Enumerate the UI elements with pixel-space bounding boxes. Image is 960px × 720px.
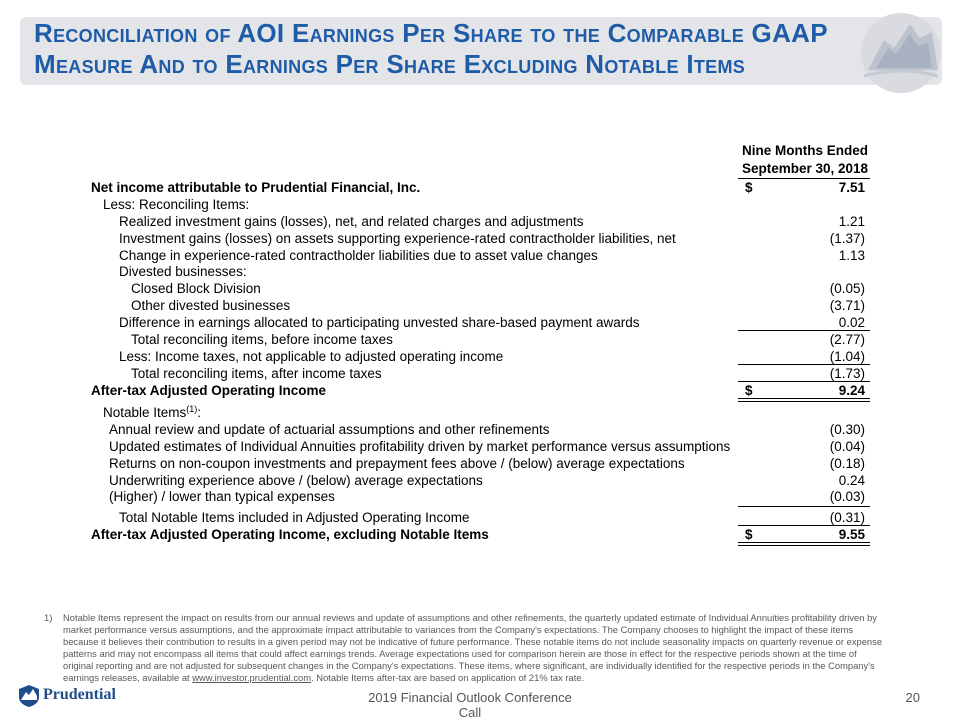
table-row <box>0 526 960 543</box>
currency-symbol: $ <box>745 527 753 542</box>
page-number: 20 <box>905 690 920 705</box>
notable-items-heading: Notable Items <box>103 405 187 420</box>
total-double-rule <box>738 542 870 546</box>
row-label: Realized investment gains (losses), net, and related charges and adjustments <box>119 214 584 229</box>
title-line-1: Reconciliation of AOI Earnings Per Share to the Comparable GAAP <box>34 18 828 48</box>
row-value: (0.05) <box>829 281 865 296</box>
row-value: 0.24 <box>838 473 865 488</box>
event-name: 2019 Financial Outlook Conference Call <box>368 690 572 720</box>
table-row <box>0 213 960 230</box>
table-row <box>0 331 960 348</box>
row-value: 9.55 <box>838 527 865 542</box>
title-line-2: Measure And to Earnings Per Share Excluding Notable Items <box>34 49 746 79</box>
row-label: Closed Block Division <box>131 281 261 296</box>
table-row <box>0 404 960 421</box>
row-label: Total Notable Items included in Adjusted Operating Income <box>119 510 470 525</box>
row-value: (0.30) <box>829 422 865 437</box>
row-label <box>103 404 201 421</box>
row-value: (0.04) <box>829 439 865 454</box>
currency-symbol: $ <box>745 383 753 398</box>
row-label: Total reconciling items, after income taxes <box>131 366 382 381</box>
row-label: Underwriting experience above / (below) average expectations <box>109 473 483 488</box>
row-value: (0.31) <box>829 510 865 525</box>
row-value: 9.24 <box>838 383 865 398</box>
table-row <box>0 247 960 264</box>
total-double-rule <box>738 398 870 402</box>
row-value: 1.21 <box>838 214 865 229</box>
row-value: 0.02 <box>838 315 865 330</box>
table-row <box>0 455 960 472</box>
table-row <box>0 365 960 382</box>
row-value: 1.13 <box>838 248 865 263</box>
period-header-line-2: September 30, 2018 <box>741 161 869 176</box>
table-row <box>0 280 960 297</box>
row-value: (1.37) <box>829 231 865 246</box>
table-row <box>0 263 960 280</box>
footnote-text <box>63 612 888 684</box>
heading-colon: : <box>197 405 202 420</box>
table-row <box>0 472 960 489</box>
table-row <box>0 488 960 505</box>
row-label: Returns on non-coupon investments and prepayment fees above / (below) average expectations <box>109 456 685 471</box>
table-row <box>0 297 960 314</box>
footnote-text-tail: . Notable Items after-tax are based on application of 21% tax rate. <box>311 672 585 683</box>
row-value: (0.03) <box>829 489 865 504</box>
investor-site-link[interactable]: www.investor.prudential.com <box>192 672 312 683</box>
row-value: (2.77) <box>829 332 865 347</box>
table-row <box>0 314 960 331</box>
table-row <box>0 509 960 526</box>
row-label: After-tax Adjusted Operating Income <box>91 383 327 398</box>
footnote-text-main: Notable Items represent the impact on results from our annual reviews and update of assumptions and other refinements, the quarterly updated estimate of Individual Annuities profitability driven by market performance versus assumptions, and the approximate impact attributable to variances from the Company's expectations. The Company chooses to highlight the impact of these items because it believes their contribution to results in a given period may not be indicative of future performance. These notable items do not include seasonality impacts on quarterly revenue or expense patterns and may not encompass all items that could affect earnings trends. Average expectations used for comparison herein are those in effect for the respective periods shown at the time of original reporting and are not adjusted for subsequent changes in the Company's expectations. These items, where significant, are individually identified for the respective periods in the Company's earnings releases, available at <box>63 612 883 683</box>
table-row <box>0 179 960 196</box>
row-label: Annual review and update of actuarial assumptions and other refinements <box>109 422 550 437</box>
table-row <box>0 421 960 438</box>
brand-name: Prudential <box>43 686 116 703</box>
row-label: Total reconciling items, before income taxes <box>131 332 393 347</box>
rock-of-gibraltar-icon <box>18 684 40 708</box>
row-label: Investment gains (losses) on assets supporting experience-rated contractholder liabilities, net <box>119 231 676 246</box>
footnote-ref: (1) <box>186 404 198 414</box>
row-value: (1.04) <box>829 349 865 364</box>
row-label: Less: Reconciling Items: <box>103 197 250 212</box>
row-label: Difference in earnings allocated to participating unvested share-based payment awards <box>119 315 640 330</box>
row-value: (3.71) <box>829 298 865 313</box>
rock-of-gibraltar-logo <box>858 10 944 96</box>
row-label: Other divested businesses <box>131 298 291 313</box>
footnote-number: 1) <box>44 612 53 623</box>
row-label: Net income attributable to Prudential Financial, Inc. <box>91 180 421 195</box>
row-label: After-tax Adjusted Operating Income, excluding Notable Items <box>91 527 489 542</box>
row-value: 7.51 <box>838 180 865 195</box>
table-row <box>0 382 960 399</box>
currency-symbol: $ <box>745 180 753 195</box>
row-label: Less: Income taxes, not applicable to adjusted operating income <box>119 349 504 364</box>
row-value: (1.73) <box>829 366 865 381</box>
table-row <box>0 438 960 455</box>
table-row <box>0 196 960 213</box>
row-label: (Higher) / lower than typical expenses <box>109 489 335 504</box>
table-row <box>0 230 960 247</box>
row-label: Change in experience-rated contractholder liabilities due to asset value changes <box>119 248 598 263</box>
table-row <box>0 348 960 365</box>
row-label: Divested businesses: <box>119 264 247 279</box>
period-header-line-1: Nine Months Ended <box>742 143 868 158</box>
subtotal-rule <box>738 506 870 507</box>
row-label: Updated estimates of Individual Annuities profitability driven by market performance versus assumptions <box>109 439 731 454</box>
page-title <box>34 18 874 80</box>
row-value: (0.18) <box>829 456 865 471</box>
